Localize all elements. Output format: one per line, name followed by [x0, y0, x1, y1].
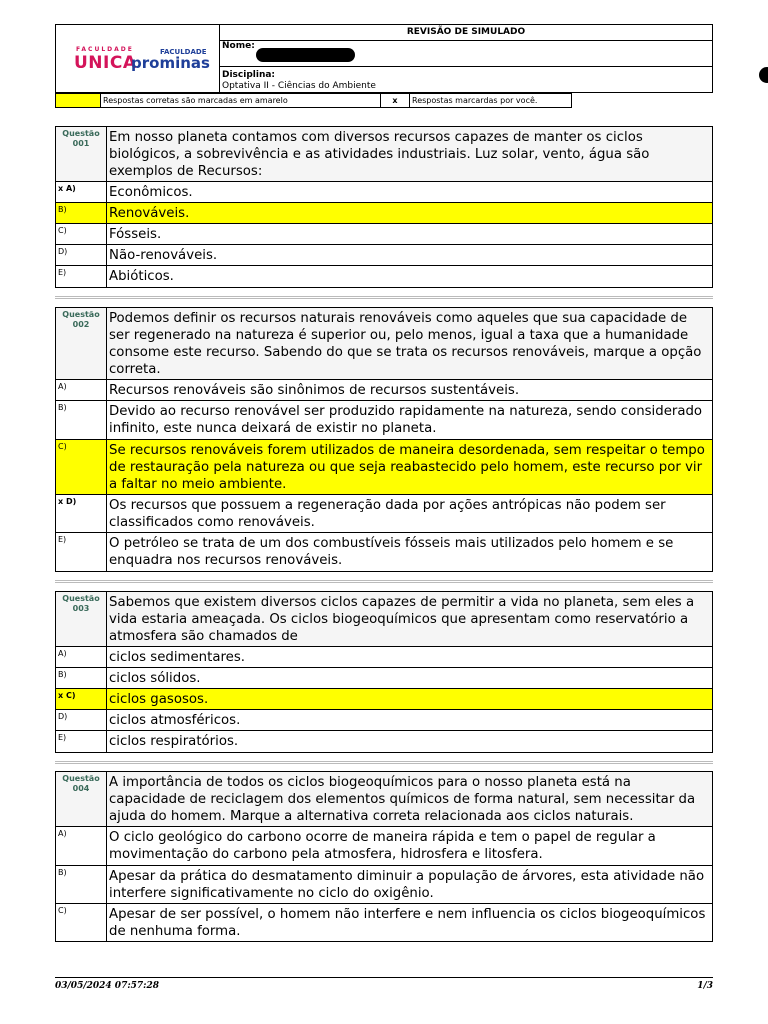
option-letter: x D)	[56, 495, 107, 532]
question-header	[55, 307, 713, 380]
option-a[interactable]	[55, 647, 713, 668]
option-a[interactable]	[55, 380, 713, 401]
discipline-value: Optativa II - Ciências do Ambiente	[222, 81, 376, 91]
option-text: Os recursos que possuem a regeneração dada por ações antrópicas não podem ser classificados como renováveis.	[109, 498, 666, 530]
option-e[interactable]	[55, 731, 713, 753]
footer-divider	[55, 977, 713, 978]
question-number: Questão 004	[56, 772, 107, 826]
option-letter: B)	[56, 203, 107, 223]
option-a[interactable]	[55, 182, 713, 203]
page-number: 1/3	[697, 981, 713, 991]
logo-prominas: prominas	[131, 54, 210, 72]
legend-yellow-swatch	[55, 93, 101, 108]
option-letter: D)	[56, 710, 107, 730]
option-letter: x C)	[56, 689, 107, 709]
footer-datetime: 03/05/2024 07:57:28	[55, 981, 160, 991]
option-c[interactable]	[55, 904, 713, 942]
logo-unica: UNICA	[74, 53, 137, 73]
option-text: Devido ao recurso renovável ser produzido rapidamente na natureza, sendo considerado infinito, este nunca deixará de existir no planeta.	[109, 404, 703, 436]
option-text: Abióticos.	[109, 269, 174, 284]
option-letter: C)	[56, 224, 107, 244]
question-header	[55, 771, 713, 827]
option-letter: B)	[56, 401, 107, 439]
question-header	[55, 591, 713, 647]
separator	[55, 580, 713, 583]
option-letter: B)	[56, 668, 107, 688]
page-title: REVISÃO DE SIMULADO	[220, 25, 712, 41]
separator	[55, 296, 713, 299]
option-letter: E)	[56, 731, 107, 752]
option-letter: A)	[56, 380, 107, 400]
option-letter: x A)	[56, 182, 107, 202]
option-b[interactable]	[55, 401, 713, 440]
option-letter: D)	[56, 245, 107, 265]
option-text: Apesar da prática do desmatamento diminuir a população de árvores, esta atividade não interfere significativamente no ciclo do oxigênio.	[109, 869, 705, 901]
question-text: A importância de todos os ciclos biogeoquímicos para o nosso planeta está na capacidade de reciclagem dos elementos químicos de forma natural, sem necessitar da ajuda do homem. Marque a alternativa correta relacionada aos ciclos naturais.	[109, 775, 696, 824]
option-text: Se recursos renováveis forem utilizados de maneira desordenada, sem respeitar o tempo de restauração pela natureza ou que seja reabastecido pelo homem, este recurso por vir a faltar no meio ambiente.	[109, 443, 705, 492]
option-b[interactable]	[55, 668, 713, 689]
discipline-label: Disciplina:	[222, 70, 276, 80]
option-text: ciclos sólidos.	[109, 671, 201, 686]
discipline-field	[220, 67, 712, 92]
option-b[interactable]	[55, 203, 713, 224]
header-table	[55, 24, 713, 93]
logo-faculdade-top: FACULDADE	[76, 46, 134, 53]
logo-faculdade-right: FACULDADE	[160, 48, 207, 56]
option-d[interactable]	[55, 495, 713, 533]
question-number: Questão 002	[56, 308, 107, 379]
option-letter: A)	[56, 647, 107, 667]
logo	[56, 25, 220, 92]
option-text: ciclos sedimentares.	[109, 650, 245, 665]
option-b[interactable]	[55, 866, 713, 904]
option-letter: E)	[56, 533, 107, 571]
option-e[interactable]	[55, 533, 713, 572]
option-d[interactable]	[55, 710, 713, 731]
question-text: Sabemos que existem diversos ciclos capazes de permitir a vida no planeta, sem eles a vida estaria ameaçada. Os ciclos biogeoquímicos que apresentam como reservatório a atmosfera são chamados de	[109, 595, 695, 644]
option-c[interactable]	[55, 689, 713, 710]
question-header	[55, 126, 713, 182]
option-text: Renováveis.	[109, 206, 190, 221]
option-letter: E)	[56, 266, 107, 287]
black-dot	[759, 67, 768, 83]
question-number: Questão 001	[56, 127, 107, 181]
option-text: ciclos respiratórios.	[109, 734, 239, 749]
name-field	[220, 41, 712, 67]
separator	[55, 761, 713, 764]
question-text: Em nosso planeta contamos com diversos recursos capazes de manter os ciclos biológicos, a sobrevivência e as atividades industriais. Luz solar, vento, água são exemplos de Recursos:	[109, 130, 650, 179]
option-letter: A)	[56, 827, 107, 865]
option-c[interactable]	[55, 224, 713, 245]
option-text: ciclos gasosos.	[109, 692, 209, 707]
option-d[interactable]	[55, 245, 713, 266]
option-text: ciclos atmosféricos.	[109, 713, 241, 728]
legend-marker: x	[381, 93, 410, 108]
option-letter: B)	[56, 866, 107, 903]
option-a[interactable]	[55, 827, 713, 866]
legend-correct-text: Respostas corretas são marcadas em amarelo	[101, 93, 381, 108]
option-letter: C)	[56, 440, 107, 494]
option-text: O ciclo geológico do carbono ocorre de maneira rápida e tem o papel de regular a movimentação do carbono pela atmosfera, hidrosfera e litosfera.	[109, 830, 656, 862]
option-letter: C)	[56, 904, 107, 941]
option-text: Não-renováveis.	[109, 248, 218, 263]
option-e[interactable]	[55, 266, 713, 288]
option-text: Apesar de ser possível, o homem não interfere e nem influencia os ciclos biogeoquímicos de nenhuma forma.	[109, 907, 706, 939]
legend-marked-text: Respostas marcardas por você.	[410, 93, 572, 108]
question-number: Questão 003	[56, 592, 107, 646]
option-text: Recursos renováveis são sinônimos de recursos sustentáveis.	[109, 383, 520, 398]
legend	[55, 93, 538, 108]
option-text: Fósseis.	[109, 227, 162, 242]
redacted-name	[256, 48, 355, 62]
option-c[interactable]	[55, 440, 713, 495]
question-text: Podemos definir os recursos naturais renováveis como aqueles que sua capacidade de ser regenerado na natureza é superior ou, pelo menos, igual a taxa que a humanidade consome este recurso. Sabendo do que se trata os recursos renováveis, marque a opção correta.	[109, 311, 702, 377]
option-text: Econômicos.	[109, 185, 193, 200]
name-label: Nome:	[222, 41, 255, 51]
option-text: O petróleo se trata de um dos combustíveis fósseis mais utilizados pelo homem e se enquadra nos recursos renováveis.	[109, 536, 674, 568]
